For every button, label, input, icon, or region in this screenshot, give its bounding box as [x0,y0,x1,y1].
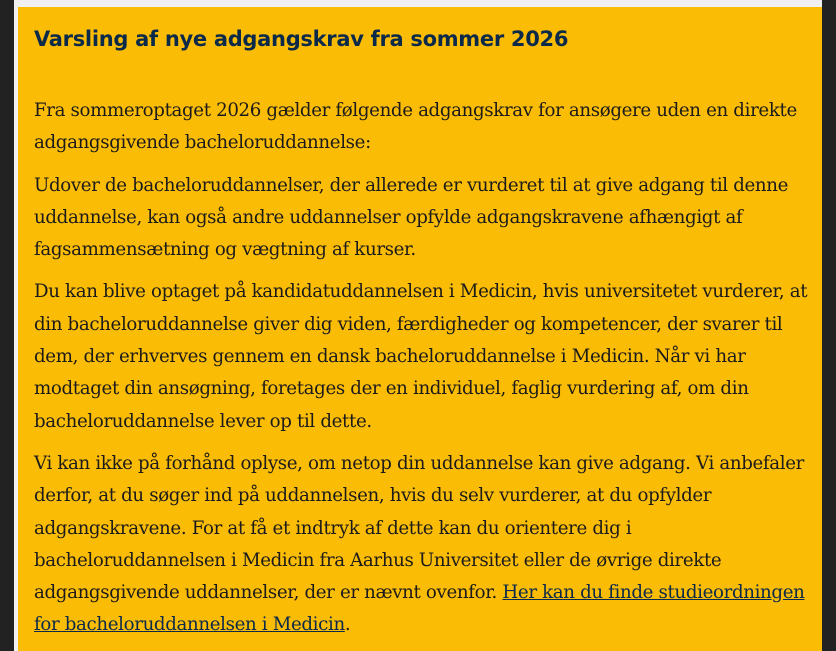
paragraph-text: Vi kan ikke på forhånd oplyse, om netop din uddannelse kan give adgang. Vi anbefaler derfor, at du søger ind på uddannelsen, hvis du selv vurderer, at du opfylder adgangskravene. For at få et indtryk af dette kan du orientere dig i bacheloruddannelsen i Medicin fra Aarhus Universitet eller de øvrige direkte adgangsgivende uddannelser, der er nævnt ovenfor. [34,452,805,604]
paragraph [34,448,822,642]
notice-body [34,95,822,651]
paragraph: Fra sommeroptaget 2026 gælder følgende adgangskrav for ansøgere uden en direkte adgangsgivende bacheloruddannelse: [34,100,797,154]
notice-panel [18,7,822,651]
paragraph: Udover de bacheloruddannelser, der allerede er vurderet til at give adgang til denne uddannelse, kan også andre uddannelser opfylde adgangskravene afhængigt af fagsammensætning og vægtning af kurser. [34,174,789,261]
notice-title: Varsling af nye adgangskrav fra sommer 2026 [34,27,569,51]
paragraph: Du kan blive optaget på kandidatuddannelsen i Medicin, hvis universitetet vurderer, at din bacheloruddannelse giver dig viden, færdigheder og kompetencer, der svarer til dem, der erhverves gennem en dansk bacheloruddannelse i Medicin. Når vi har modtaget din ansøgning, foretages der en individuel, faglig vurdering af, om din bacheloruddannelse lever op til dette. [34,281,808,432]
link-suffix: . [344,614,351,636]
study-regulations-link[interactable]: Her kan du finde studieordningen for bacheloruddannelsen i Medicin [34,582,805,636]
